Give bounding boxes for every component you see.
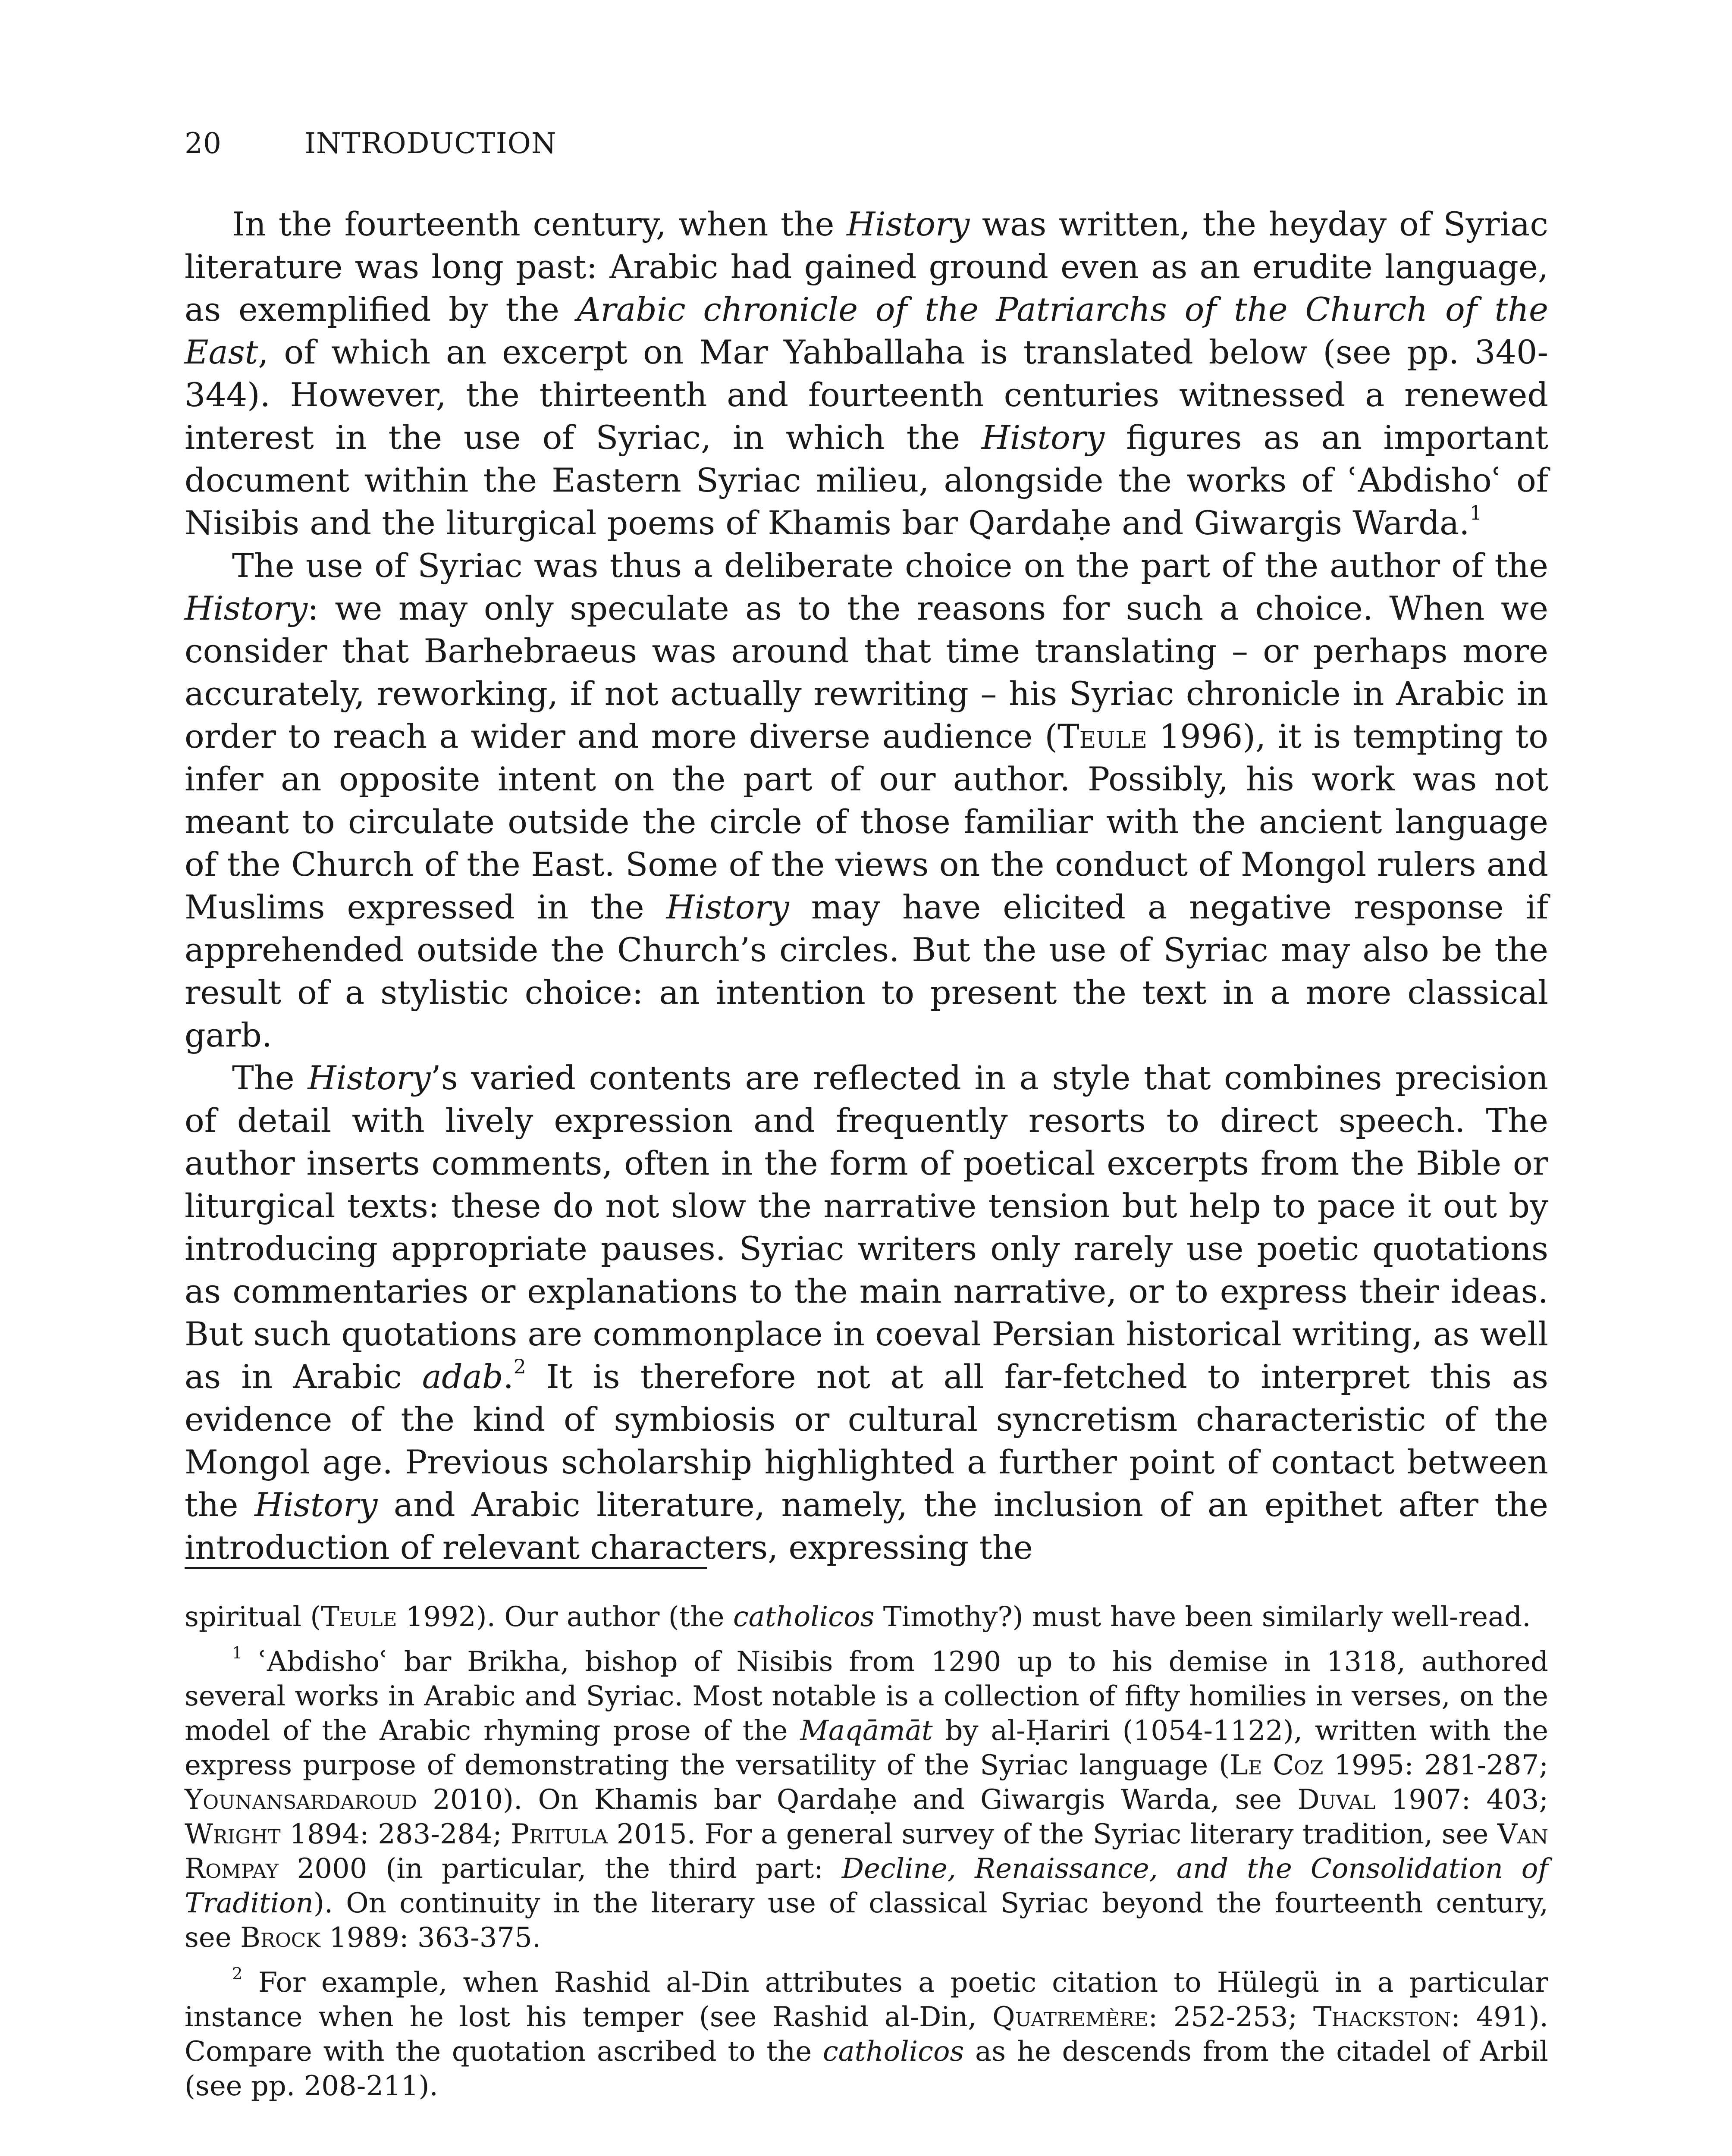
author-name-small-caps: Duval <box>1297 1784 1376 1816</box>
footnote-marker: 2 <box>513 1355 526 1378</box>
text-run: may have elicited a negative response if apprehended outside the Church’s circles. But the use of Syriac may also be the result of a stylistic choice: an intention to present the text in a more classical garb. <box>185 888 1549 1054</box>
text-run: by al-Ḥariri (1054-1122), written with the express purpose of demonstrating the versatility of the Syriac language ( <box>185 1715 1548 1781</box>
text-run: : we may only speculate as to the reasons for such a choice. When we consider that Barhebraeus was around that time translating – or perhaps more accurately, reworking, if not actually rewriting – his Syriac chronicle in Arabic in order to reach a wider and more diverse audience ( <box>185 589 1548 755</box>
text-run: ʿAbdishoʿ bar Brikha, bishop of Nisibis from 1290 up to his demise in 1318, authored several works in Arabic and Syriac. Most notable is a collection of fifty homilies in verses, on the model of the Arabic rhyming prose of the <box>185 1646 1548 1747</box>
text-run: 1907: 403; <box>1375 1784 1549 1816</box>
author-name-small-caps: Van Rompay <box>185 1818 1549 1885</box>
text-run: , of which an excerpt on Mar Yahballaha is translated below (see pp. 340-344). However, the thirteenth and fourteenth centuries witnessed a renewed interest in the use of Syriac, in which the <box>185 333 1548 457</box>
text-run: 1996), it is tempting to infer an opposite intent on the part of our author. Possibly, his work was not meant to circulate outside the circle of those familiar with the ancient language of the Church of the East. Some of the views on the conduct of Mongol rulers and Muslims expressed in the <box>185 717 1548 926</box>
italic-text: adab <box>422 1357 503 1396</box>
text-run: ). On continuity in the literary use of classical Syriac beyond the fourteenth century, see <box>185 1887 1548 1954</box>
italic-text: History <box>666 888 789 926</box>
text-run: For example, when Rashid al-Din attributes a poetic citation to Hülegü in a particular instance when he lost his temper (see Rashid al-Din, <box>185 1967 1548 2033</box>
text-run: figures as an important document within the Eastern Syriac milieu, alongside the works of ʿAbdishoʿ of Nisibis and the liturgical poems of Khamis bar Qardaḥe and Giwargis Warda. <box>185 418 1549 542</box>
text-run: : 252-253; <box>1148 2001 1313 2033</box>
footnote-carryover <box>185 1600 1548 1634</box>
italic-text: History <box>185 589 308 627</box>
text-run: 2015. For a general survey of the Syriac literary tradition, see <box>608 1818 1497 1850</box>
text-run: 1989: 363-375. <box>320 1922 541 1954</box>
author-name-small-caps: Thackston <box>1313 2001 1451 2033</box>
text-run: : 491). Compare with the quotation ascribed to the <box>185 2001 1549 2068</box>
footnote-marker: 1 <box>232 1643 243 1663</box>
text-run: 1894: 283-284; <box>280 1818 511 1850</box>
text-run: 2000 (in particular, the third part: <box>278 1853 842 1885</box>
main-text <box>185 203 1548 1569</box>
text-run: spiritual ( <box>185 1601 321 1633</box>
body-paragraph-3 <box>185 1056 1548 1569</box>
text-run: and Arabic literature, namely, the inclusion of an epithet after the introduction of relevant characters, expressing the <box>185 1485 1548 1567</box>
author-name-small-caps: Le Coz <box>1230 1749 1324 1781</box>
italic-text: History <box>981 418 1105 457</box>
italic-text: Decline, Renaissance, and the Consolidation of Tradition <box>185 1853 1549 1919</box>
author-name-small-caps: Teule <box>1057 717 1147 755</box>
italic-text: Arabic chronicle of the Patriarchs of the Church of the East <box>185 290 1548 371</box>
text-run: Timothy?) must have been similarly well-read. <box>874 1601 1531 1633</box>
body-paragraph-2 <box>185 544 1548 1056</box>
footnotes <box>185 1600 1548 2103</box>
text-run: ’s varied contents are reflected in a style that combines precision of detail with lively expression and frequently resorts to direct speech. The author inserts comments, often in the form of poetical excerpts from the Bible or liturgical texts: these do not slow the narrative tension but help to pace it out by introducing appropriate pauses. Syriac writers only rarely use poetic quotations as commentaries or explanations to the main narrative, or to express their ideas. But such quotations are commonplace in coeval Persian historical writing, as well as in Arabic <box>185 1059 1548 1396</box>
page-number: 20 <box>185 127 222 160</box>
italic-text: History <box>254 1485 378 1524</box>
running-head <box>185 129 557 158</box>
body-paragraph-1 <box>185 203 1548 544</box>
author-name-small-caps: Younansardaroud <box>185 1784 417 1816</box>
italic-text: History <box>847 205 970 243</box>
author-name-small-caps: Wright <box>185 1818 281 1850</box>
italic-text: catholicos <box>733 1601 875 1633</box>
text-run: was written, the heyday of Syriac literature was long past: Arabic had gained ground even as an erudite language, as exemplified by the <box>185 205 1548 329</box>
text-run: 1992). Our author (the <box>397 1601 733 1633</box>
italic-text: catholicos <box>822 2036 964 2068</box>
text-run: The <box>232 1059 308 1097</box>
text-run: 1995: 281-287; <box>1323 1749 1548 1781</box>
author-name-small-caps: Teule <box>321 1601 397 1633</box>
text-run: . <box>503 1357 514 1396</box>
author-name-small-caps: Brock <box>240 1922 320 1954</box>
footnote-1 <box>185 1645 1548 1955</box>
author-name-small-caps: Pritula <box>511 1818 608 1850</box>
footnote-separator-rule <box>185 1567 707 1569</box>
running-head-title: INTRODUCTION <box>304 127 557 160</box>
text-run: It is therefore not at all far-fetched to interpret this as evidence of the kind of symbiosis or cultural syncretism characteristic of the Mongol age. Previous scholarship highlighted a further point of contact between the <box>185 1357 1548 1524</box>
footnote-2 <box>185 1965 1548 2103</box>
text-run: 2010). On Khamis bar Qardaḥe and Giwargis Warda, see <box>417 1784 1298 1816</box>
italic-text: Maqāmāt <box>800 1715 933 1747</box>
text-run: The use of Syriac was thus a deliberate choice on the part of the author of the <box>232 546 1548 585</box>
author-name-small-caps: Quatremère <box>992 2001 1148 2033</box>
footnote-marker: 2 <box>232 1964 243 1984</box>
text-run: as he descends from the citadel of Arbil (see pp. 208-211). <box>185 2036 1549 2102</box>
footnote-marker: 1 <box>1469 501 1482 524</box>
italic-text: History <box>307 1059 431 1097</box>
text-run: In the fourteenth century, when the <box>232 205 847 243</box>
